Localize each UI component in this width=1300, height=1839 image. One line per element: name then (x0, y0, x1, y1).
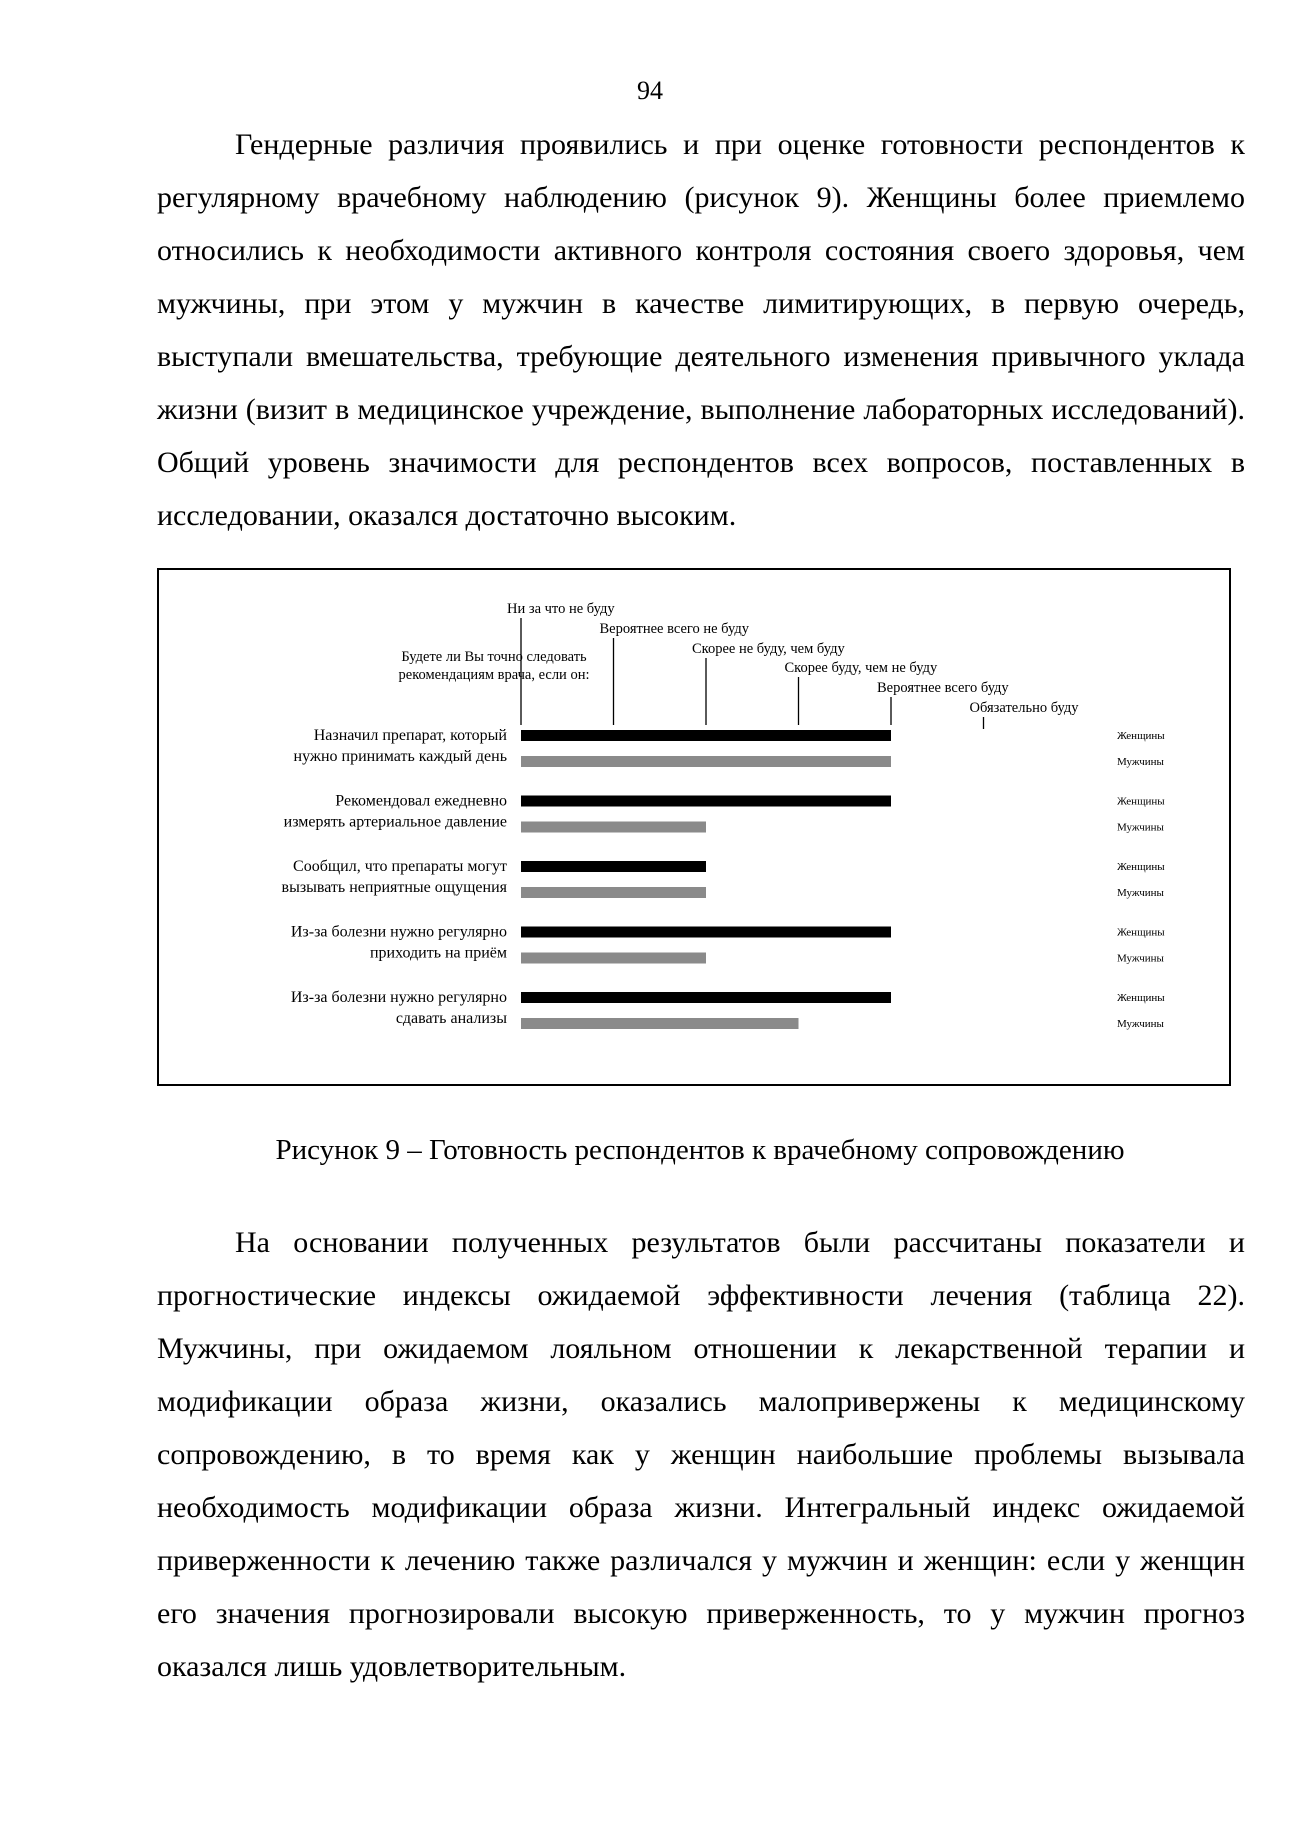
series-label: Мужчины (1117, 1018, 1164, 1030)
bar-men (521, 822, 706, 833)
bar-men (521, 1018, 799, 1029)
scale-label: Обязательно буду (969, 700, 1079, 716)
body-paragraph-1: Гендерные различия проявились и при оценке готовности респондентов к регулярному врачебному наблюдению (рисунок 9). Женщины более приемлемо относились к необходимости активного контроля состояния своего здоровья, чем мужчины, при этом у мужчин в качестве лимитирующих, в первую очередь, выступали вмешательства, требующие деятельного изменения привычного уклада жизни (визит в медицинское учреждение, выполнение лабораторных исследований). Общий уровень значимости для респондентов всех вопросов, поставленных в исследовании, оказался достаточно высоким. (157, 128, 1245, 532)
series-label: Мужчины (1117, 952, 1164, 965)
category-label: сдавать анализы (395, 1010, 507, 1027)
category-label: Сообщил, что препараты могут (293, 858, 507, 875)
likert-bar-chart (157, 568, 1231, 1086)
bar-women (521, 927, 891, 938)
category-label: Из-за болезни нужно регулярно (290, 989, 507, 1006)
bar-men (521, 887, 706, 898)
figure-caption: Рисунок 9 – Готовность респондентов к врачебному сопровождению (275, 1134, 1125, 1166)
series-label: Женщины (1117, 861, 1165, 873)
question-label: Будете ли Вы точно следовать (401, 649, 587, 665)
page-number: 94 (637, 76, 663, 105)
bar-men (521, 953, 706, 964)
body-paragraph-2: На основании полученных результатов были рассчитаны показатели и прогностические индексы ожидаемой эффективности лечения (таблица 22). Мужчины, при ожидаемом лояльном отношении к лекарственной терапии и модификации образа жизни, оказались малопривержены к медицинскому сопровождению, в то время как у женщин наибольшие проблемы вызывала необходимость модификации образа жизни. Интегральный индекс ожидаемой приверженности к лечению также различался у мужчин и женщин: если у женщин его значения прогнозировали высокую приверженность, то у мужчин прогноз оказался лишь удовлетворительным. (157, 1226, 1245, 1683)
scale-label: Ни за что не буду (507, 601, 615, 617)
series-label: Женщины (1117, 992, 1165, 1004)
scale-label: Вероятнее всего не буду (599, 621, 749, 637)
bar-women (521, 861, 706, 872)
scale-label: Вероятнее всего буду (877, 680, 1009, 696)
category-label: вызывать неприятные ощущения (281, 879, 507, 896)
category-label: измерять артериальное давление (283, 813, 507, 831)
category-label: приходить на приём (369, 944, 507, 962)
question-label: рекомендациям врача, если он: (398, 667, 590, 683)
scale-label: Скорее буду, чем не буду (784, 660, 938, 676)
series-label: Женщины (1117, 730, 1165, 742)
series-label: Мужчины (1117, 887, 1164, 899)
series-label: Мужчины (1117, 756, 1164, 768)
category-label: Рекомендовал ежедневно (335, 792, 507, 810)
scale-label: Скорее не буду, чем буду (692, 641, 845, 657)
series-label: Мужчины (1117, 821, 1164, 834)
category-label: Из-за болезни нужно регулярно (290, 923, 507, 941)
category-label: Назначил препарат, который (313, 727, 507, 744)
series-label: Женщины (1117, 795, 1165, 808)
bar-women (521, 730, 891, 741)
bar-women (521, 992, 891, 1003)
series-label: Женщины (1117, 926, 1165, 939)
bar-women (521, 796, 891, 807)
bar-men (521, 756, 891, 767)
category-label: нужно принимать каждый день (293, 748, 507, 765)
